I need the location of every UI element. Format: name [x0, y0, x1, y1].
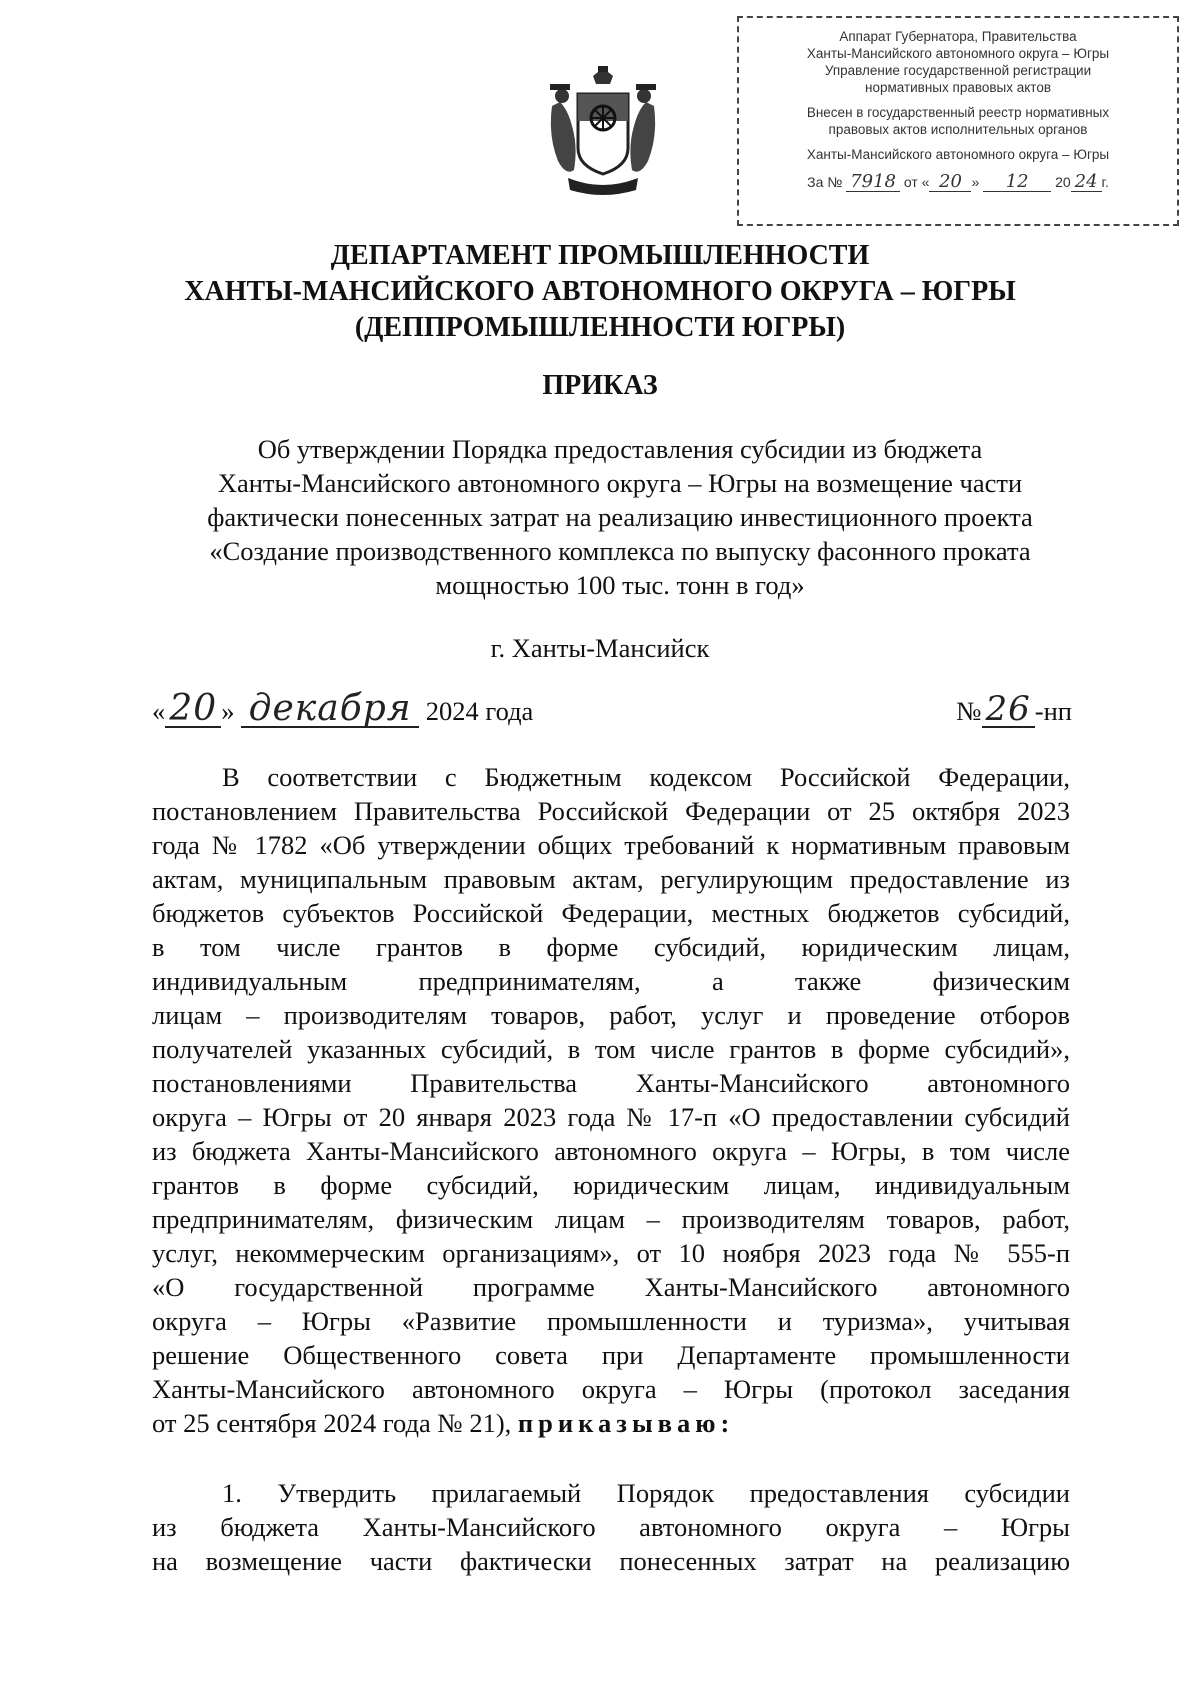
body-last-prefix: от 25 сентября 2024 года № 21), [152, 1408, 512, 1438]
body-line: постановлением Правительства Российской Федерации от 25 октября 2023 [152, 796, 1070, 826]
body-line: в том числе грантов в форме субсидий, юридическим лицам, [152, 932, 1070, 962]
body-line: решение Общественного совета при Департаменте промышленности [152, 1340, 1070, 1370]
body-line: предпринимателям, физическим лицам – производителям товаров, работ, [152, 1204, 1070, 1234]
department-name-line2: ХАНТЫ-МАНСИЙСКОГО АВТОНОМНОГО ОКРУГА – ЮГРЫ [184, 276, 1016, 307]
body-line: «О государственной программе Ханты-Мансийского автономного [152, 1272, 1070, 1302]
stamp-line: правовых актов исполнительных органов [828, 122, 1088, 137]
date-open-quote: « [152, 696, 166, 726]
stamp-registration-line [739, 173, 1177, 192]
stamp-reg-prefix: За № [807, 174, 843, 190]
document-type: ПРИКАЗ [542, 370, 658, 401]
stamp-line: Внесен в государственный реестр нормативных [806, 105, 1110, 120]
body-line: получателей указанных субсидий, в том числе грантов в форме субсидий», [152, 1034, 1070, 1064]
order-number [956, 689, 1072, 729]
stamp-line: Ханты-Мансийского автономного округа – Югры [806, 46, 1110, 61]
order-title-line: «Создание производственного комплекса по выпуску фасонного проката [209, 536, 1031, 566]
stamp-line: Ханты-Мансийского автономного округа – Югры [806, 147, 1110, 162]
number-suffix: -нп [1034, 696, 1072, 726]
stamp-reg-year: 24 [1071, 173, 1102, 192]
order-title-line: фактически понесенных затрат на реализацию инвестиционного проекта [207, 502, 1033, 532]
number-prefix: № [956, 696, 982, 726]
body-line: из бюджета Ханты-Мансийского автономного округа – Югры, в том числе [152, 1136, 1070, 1166]
stamp-reg-month: 12 [983, 173, 1051, 192]
coat-of-arms-emblem [548, 66, 658, 202]
registration-stamp [737, 16, 1179, 226]
number-handwritten: 26 [982, 692, 1035, 728]
date-close-quote: » [221, 696, 235, 726]
stamp-line: Управление государственной регистрации [824, 63, 1092, 78]
stamp-reg-year-suffix: г. [1101, 174, 1109, 190]
date-day-handwritten: 20 [165, 692, 221, 728]
order-word: приказываю: [517, 1408, 735, 1438]
stamp-line: Аппарат Губернатора, Правительства [839, 29, 1077, 44]
order-date [152, 688, 534, 729]
body-line: округа – Югры «Развитие промышленности и туризма», учитывая [152, 1306, 1070, 1336]
body-line: грантов в форме субсидий, юридическим лицам, индивидуальным [152, 1170, 1070, 1200]
city: г. Ханты-Мансийск [490, 633, 710, 663]
body-line: Ханты-Мансийского автономного округа – Югры (протокол заседания [152, 1374, 1070, 1404]
stamp-line: нормативных правовых актов [864, 80, 1052, 95]
body-line: актам, муниципальным правовым актам, регулирующим предоставление из [152, 864, 1070, 894]
department-name-line1: ДЕПАРТАМЕНТ ПРОМЫШЛЕННОСТИ [330, 240, 870, 271]
body-line: лицам – производителям товаров, работ, услуг и проведение отборов [152, 1000, 1070, 1030]
body-line: постановлениями Правительства Ханты-Мансийского автономного [152, 1068, 1070, 1098]
date-month-handwritten: декабря [241, 692, 419, 728]
body-line: года № 1782 «Об утверждении общих требований к нормативным правовым [152, 830, 1070, 860]
item1-line: на возмещение части фактически понесенных затрат на реализацию [152, 1546, 1070, 1576]
order-title-line: Ханты-Мансийского автономного округа – Югры на возмещение части [217, 468, 1023, 498]
item1-line: 1. Утвердить прилагаемый Порядок предоставления субсидии [222, 1478, 1070, 1508]
body-line-last [152, 1406, 1070, 1440]
department-name-line3: (ДЕППРОМЫШЛЕННОСТИ ЮГРЫ) [354, 312, 846, 343]
body-line: округа – Югры от 20 января 2023 года № 17-п «О предоставлении субсидий [152, 1102, 1070, 1132]
order-title-line: мощностью 100 тыс. тонн в год» [435, 570, 805, 600]
stamp-reg-from: от « [903, 174, 930, 190]
body-line: В соответствии с Бюджетным кодексом Российской Федерации, [222, 762, 1070, 792]
body-line: индивидуальным предпринимателям, а также физическим [152, 966, 1070, 996]
stamp-reg-close: » [971, 174, 980, 190]
order-title-line: Об утверждении Порядка предоставления субсидии из бюджета [257, 434, 983, 464]
stamp-reg-year-prefix: 20 [1055, 174, 1071, 190]
body-line: услуг, некоммерческим организациям», от 10 ноября 2023 года № 555-п [152, 1238, 1070, 1268]
date-year: 2024 года [425, 696, 534, 726]
stamp-reg-day: 20 [929, 173, 971, 192]
body-line: бюджетов субъектов Российской Федерации, местных бюджетов субсидий, [152, 898, 1070, 928]
stamp-reg-number: 7918 [846, 173, 900, 192]
item1-line: из бюджета Ханты-Мансийского автономного округа – Югры [152, 1512, 1070, 1542]
